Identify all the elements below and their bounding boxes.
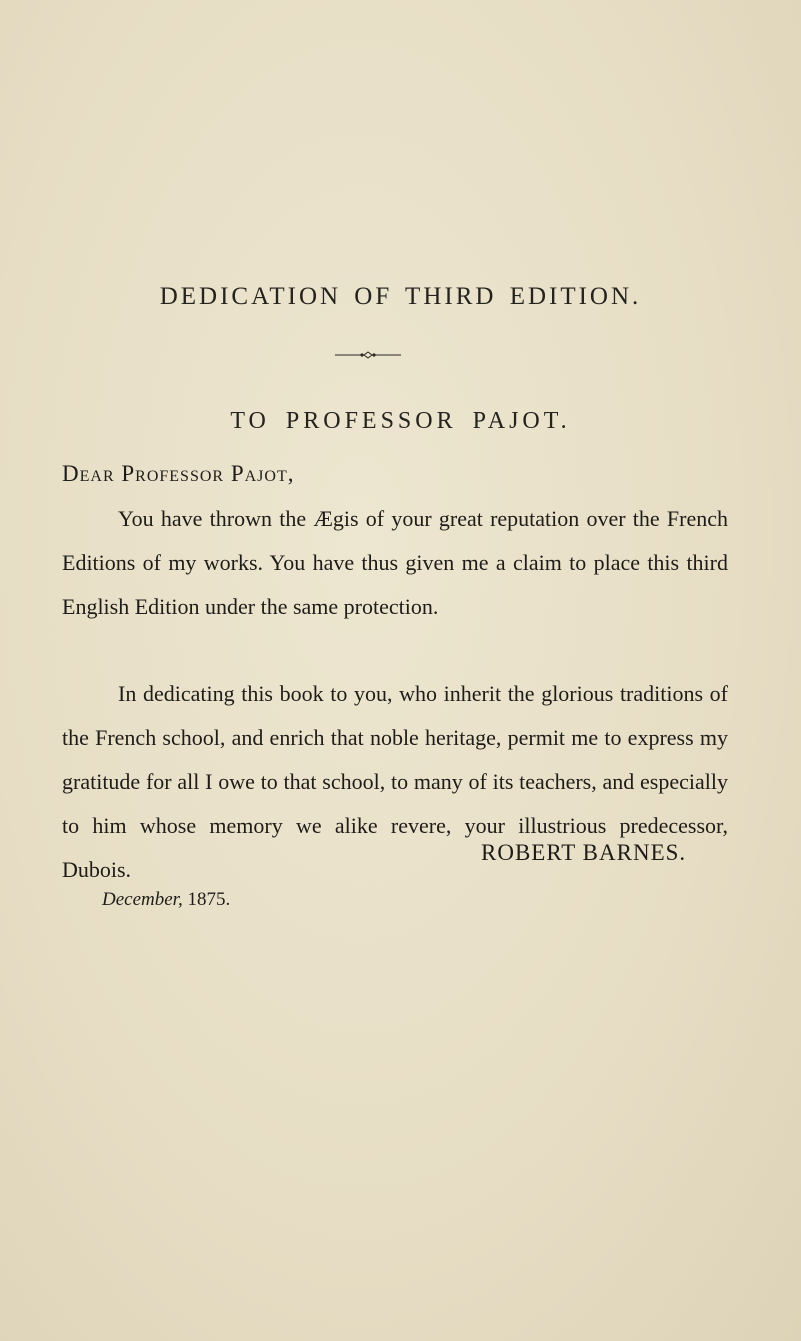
paragraph-1 (62, 497, 728, 629)
signature: ROBERT BARNES. (481, 840, 687, 865)
date-year: 1875. (187, 889, 231, 910)
paragraph-text: You have thrown the Ægis of your great reputation over the French Editions of my works. You have thus given me a claim to place this third English Edition under the same protection. (62, 506, 728, 619)
date-month: December, (102, 889, 183, 910)
paragraph-text: In dedicating this book to you, who inherit the glorious traditions of the French school, and enrich that noble heritage, permit me to express my gratitude for all I owe to that school, to many of its teachers, and especially to him whose memory we alike revere, your illustrious predecessor, Dubois. (62, 681, 728, 882)
date-line (102, 889, 230, 911)
dedication-heading: DEDICATION OF THIRD EDITION. (159, 283, 642, 310)
salutation: Dear Professor Pajot, (62, 461, 295, 486)
dedicatee-heading: TO PROFESSOR PAJOT. (230, 408, 571, 434)
ornament-rule-icon (335, 350, 401, 360)
